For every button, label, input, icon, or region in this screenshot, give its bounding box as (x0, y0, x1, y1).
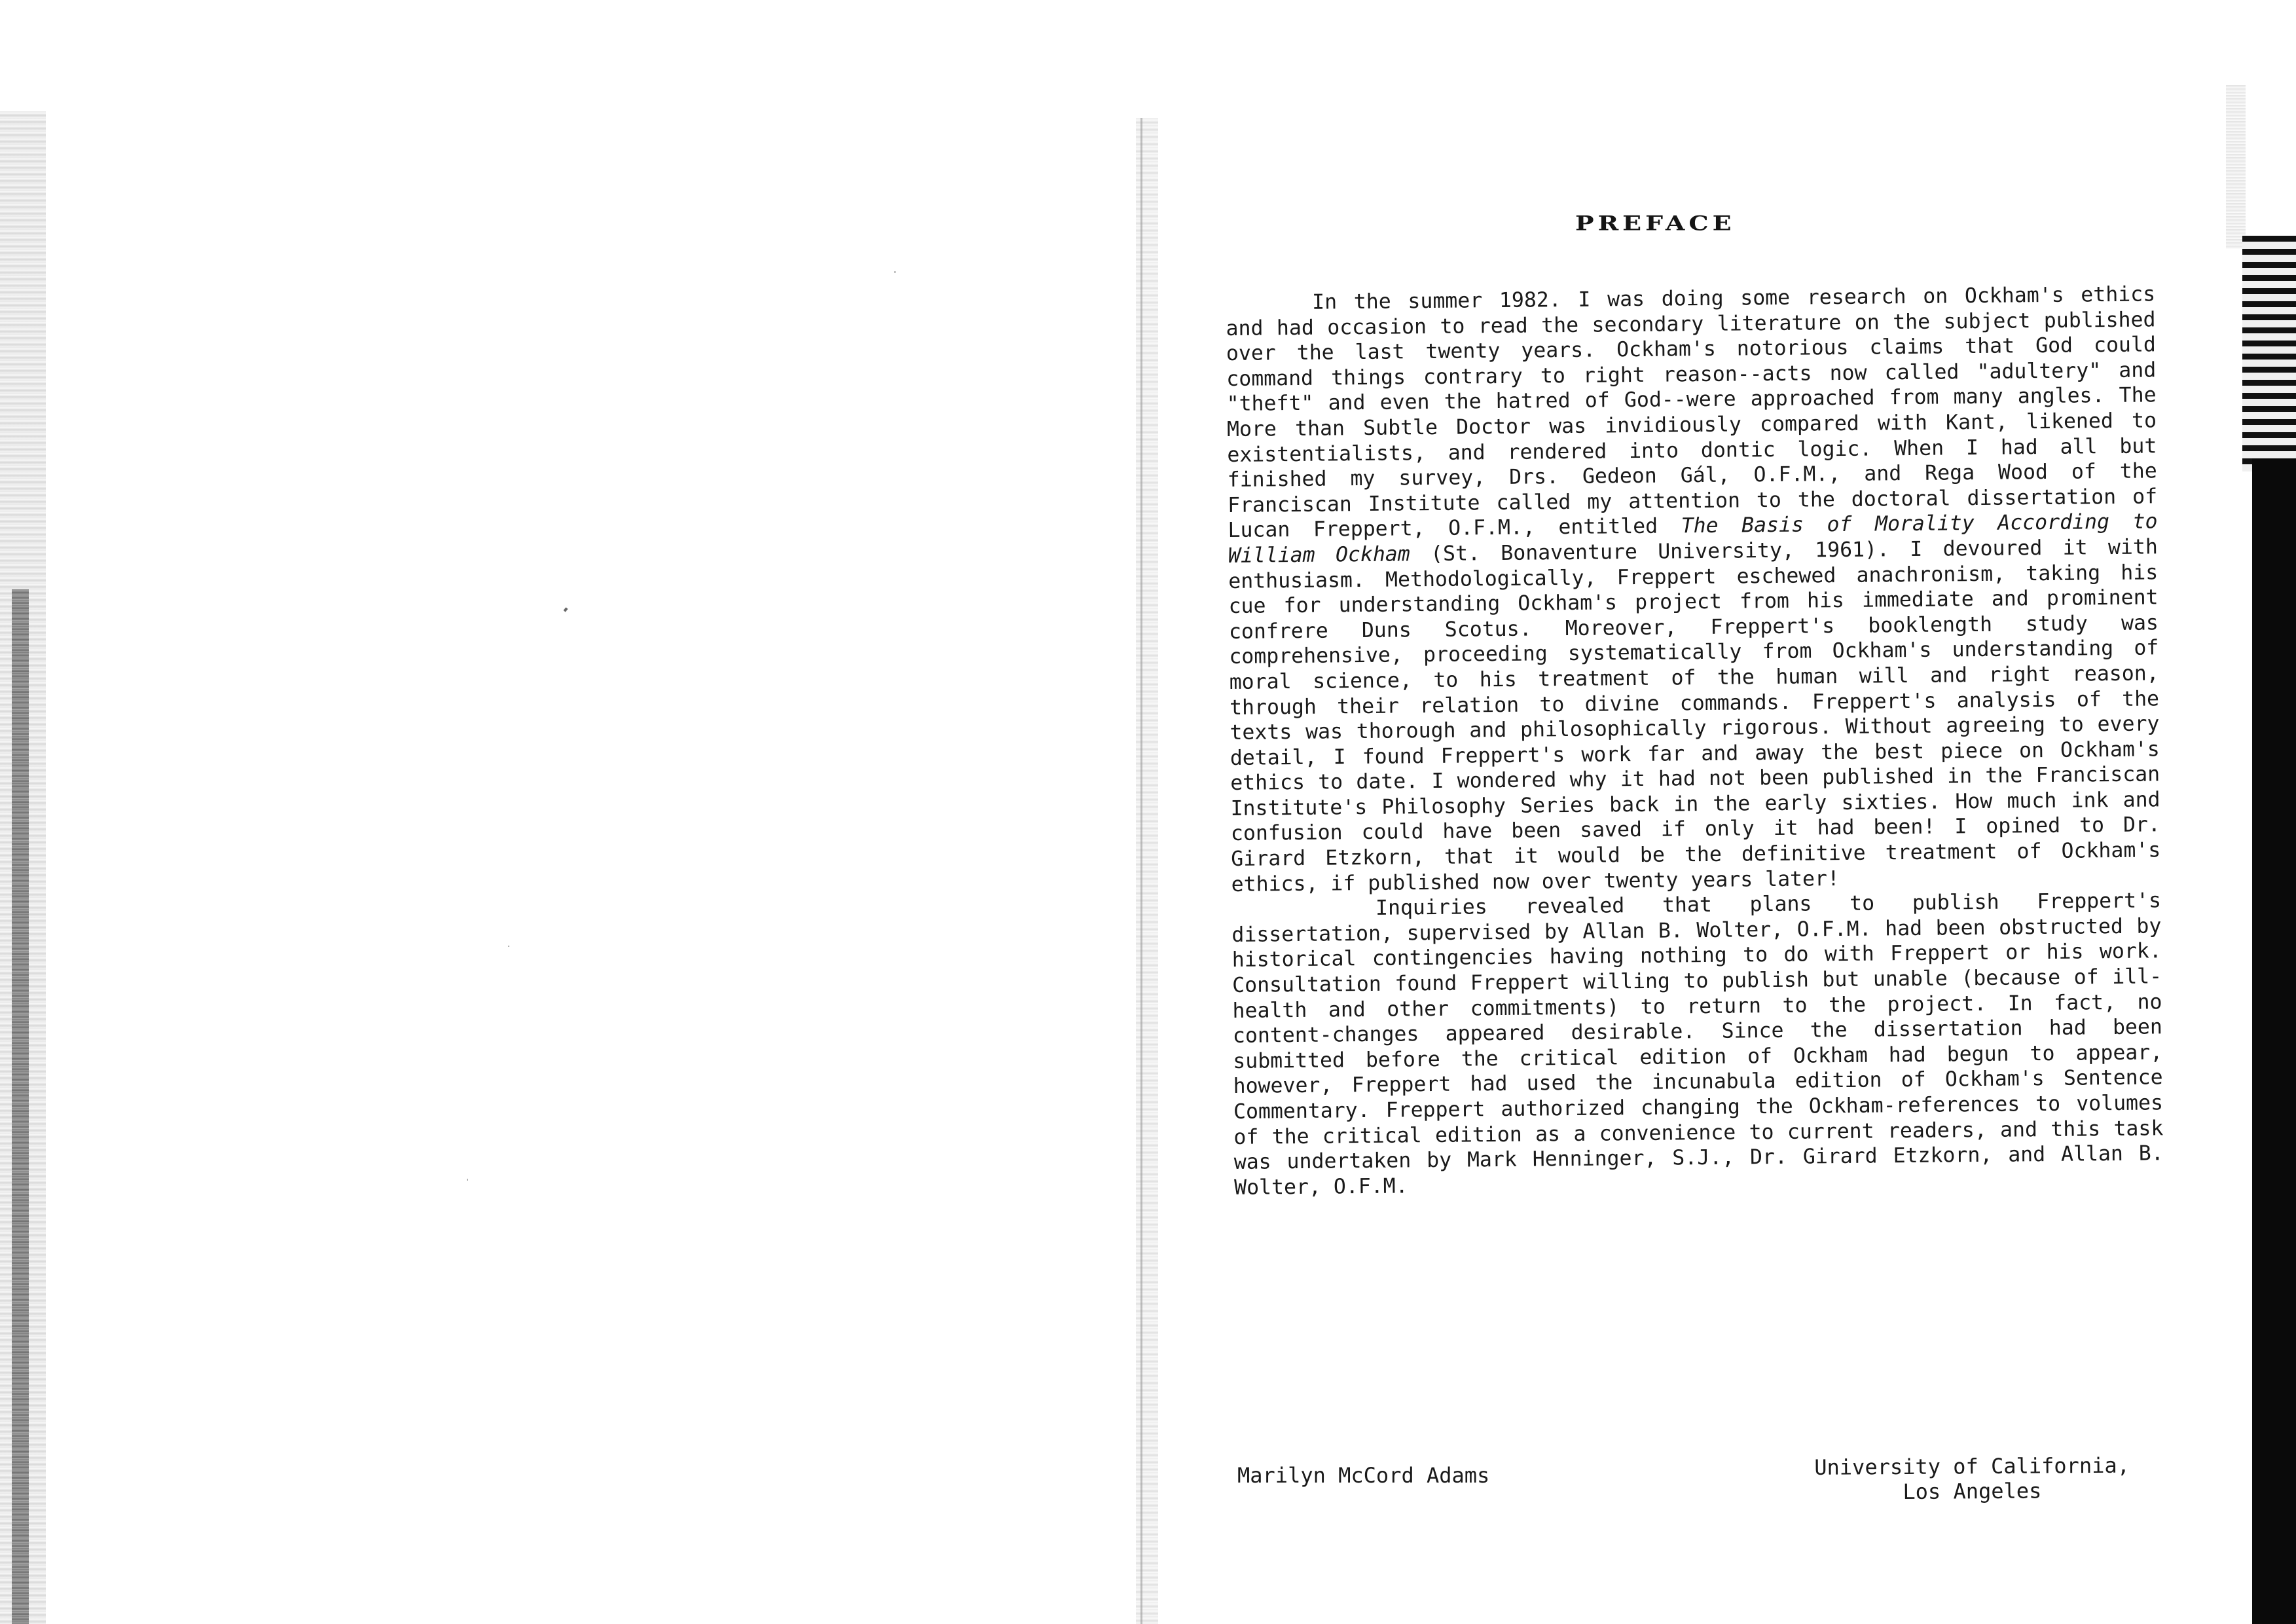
paragraph-1-text-start: In the summer 1982. I was doing some research on Ockham's ethics and had occasion to read the secondary literature on the subject published over the last twenty years. Ockham's notorious claims that God could command things contrary to right reason--acts now called "adultery" and "theft" and even the hatred of God--were approached from many angles. The More than Subtle Doctor was invidiously compared with Kant, likened to existentialists, and rendered into dontic logic. When I had all but finished my survey, Drs. Gedeon Gál, O.F.M., and Rega Wood of the Franciscan Institute called my attention to the doctoral dissertation of Lucan Freppert, O.F.M., entitled (1226, 282, 2158, 543)
dust-speck (467, 1179, 468, 1181)
dust-speck (894, 271, 896, 273)
right-page-edge-light-scan (2226, 85, 2246, 249)
preface-paragraph-2: Inquiries revealed that plans to publish Freppert's dissertation, supervised by Allan B. Wolter, O.F.M. had been obstructed by historical contingencies having nothing to do with Freppert or his work. Consultation found Freppert willing to publish but unable (because of ill-health and other commitments) to return to the project. In fact, no content-changes appeared desirable. Since the dissertation had been submitted before the critical edition of Ockham had begun to appear, however, Freppert had used the incunabula edition of Ockham's Sentence Commentary. Freppert authorized changing the Ockham-references to volumes of the critical edition as a convenience to current readers, and this task was undertaken by Mark Henninger, S.J., Dr. Girard Etzkorn, and Allan B. Wolter, O.F.M. (1231, 889, 2164, 1200)
page-title: PREFACE (1575, 211, 1736, 235)
signature-affiliation (1808, 1453, 2136, 1505)
gutter-fold-line (1140, 118, 1142, 1624)
right-page-edge-tab-marks (2242, 236, 2296, 471)
book-gutter (1136, 118, 1158, 1624)
left-page-edge-dark-band (12, 589, 29, 1624)
preface-body (1226, 282, 2164, 1200)
book-title: The Basis of Morality According to William Ockham (1228, 509, 2158, 568)
right-page-edge-black-band (2252, 458, 2296, 1624)
signature-name: Marilyn McCord Adams (1237, 1463, 1490, 1488)
dust-speck (564, 607, 568, 612)
affiliation-line-2: Los Angeles (1903, 1478, 2042, 1504)
preface-paragraph-1 (1226, 282, 2161, 897)
affiliation-line-1: University of California, (1814, 1452, 2130, 1480)
dust-speck (508, 946, 509, 947)
paragraph-1-text-end: (St. Bonaventure University, 1961). I devoured it with enthusiasm. Methodologically, Freppert eschewed anachronism, taking his cue for understanding Ockham's project from his immediate and prominent confrere Duns Scotus. Moreover, Freppert's booklength study was comprehensive, proceeding systematically from Ockham's understanding of moral science, to his treatment of the human will and right reason, through their relation to divine commands. Freppert's analysis of the texts was thorough and philosophically rigorous. Without agreeing to every detail, I found Freppert's work far and away the best piece on Ockham's ethics to date. I wondered why it had not been published in the Franciscan Institute's Philosophy Series back in the early sixties. How much ink and confusion could have been saved if only it had been! I opined to Dr. Girard Etzkorn, that it would be the definitive treatment of Ockham's ethics, if published now over twenty years later! (1228, 535, 2161, 896)
